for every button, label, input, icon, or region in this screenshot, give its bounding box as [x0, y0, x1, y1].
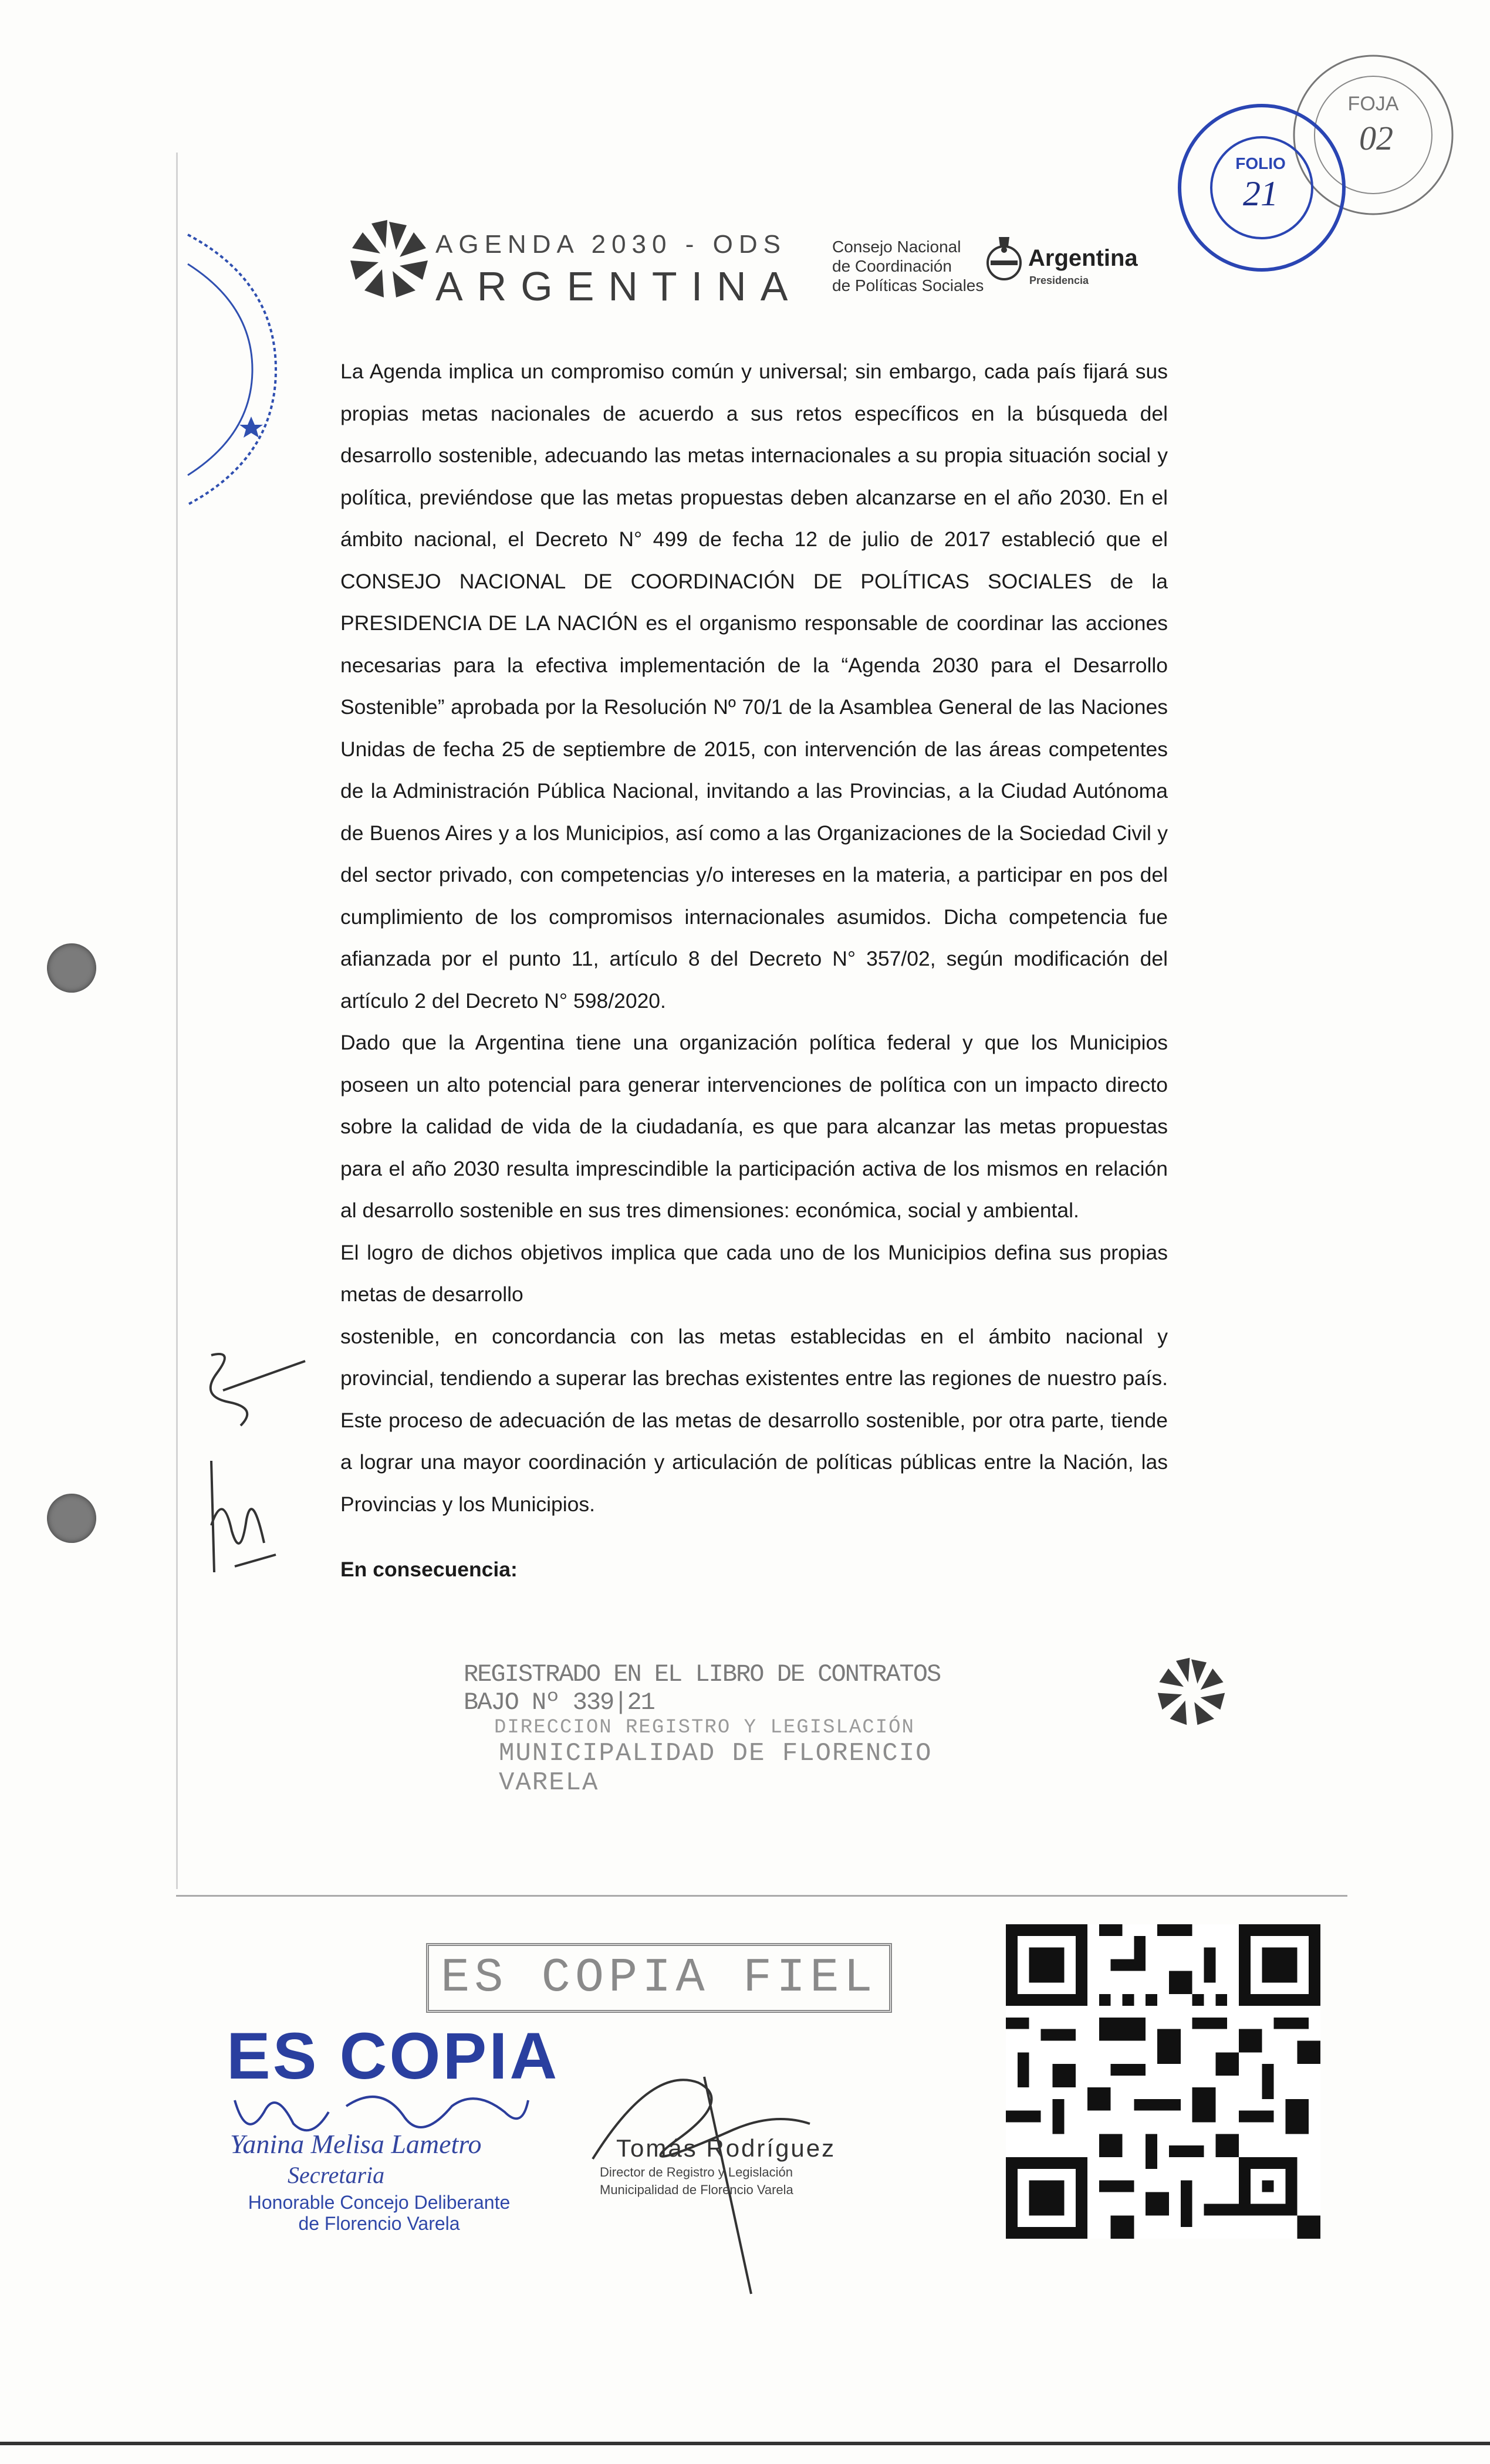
secretaria-name: Yanina Melisa Lametro	[230, 2129, 482, 2159]
registry-line: MUNICIPALIDAD DE FLORENCIO VARELA	[499, 1739, 932, 1798]
document-body	[340, 351, 1168, 1591]
registry-stamp	[464, 1660, 992, 1798]
agenda-2030-logo-icon	[345, 215, 433, 303]
consecuencia-heading: En consecuencia:	[340, 1558, 518, 1581]
agenda-subtitle: AGENDA 2030 - ODS	[435, 230, 786, 259]
consejo-line: Consejo Nacional	[832, 238, 961, 256]
agenda-2030-footer-logo-icon	[1153, 1653, 1229, 1729]
organization-line: Honorable Concejo Deliberante	[248, 2192, 511, 2213]
secretaria-organization	[232, 2192, 526, 2234]
foja-number: 02	[1359, 119, 1393, 157]
presidencia-seal-icon	[985, 233, 1023, 282]
body-paragraph: La Agenda implica un compromiso común y universal; sin embargo, cada país fijará sus propias metas nacionales de acuerdo a sus retos específicos en la búsqueda del desarrollo sostenible, adecuando las metas internacionales a su propia situación social y política, previéndose que las metas propuestas deben alcanzarse en el año 2030. En el ámbito nacional, el Decreto N° 499 de fecha 12 de julio de 2017 estableció que el CONSEJO NACIONAL DE COORDINACIÓN DE POLÍTICAS SOCIALES de la PRESIDENCIA DE LA NACIÓN es el organismo responsable de coordinar las acciones necesarias para la efectiva implementación de la “Agenda 2030 para el Desarrollo Sostenible” aprobada por la Resolución Nº 70/1 de la Asamblea General de las Naciones Unidas de fecha 25 de septiembre de 2015, con intervención de las áreas competentes de la Administración Pública Nacional, invitando a las Provincias, a la Ciudad Autónoma de Buenos Aires y a los Municipios, así como a las Organizaciones de la Sociedad Civil y del sector privado, con competencias y/o intereses en la materia, a participar en pos del cumplimiento de los compromisos internacionales asumidos. Dicha competencia fue afianzada por el punto 11, artículo 8 del Decreto N° 357/02, según modificación del artículo 2 del Decreto N° 598/2020.	[340, 360, 1168, 1013]
body-paragraph: sostenible, en concordancia con las metas establecidas en el ámbito nacional y provincial, tendiendo a superar las brechas existentes entre las regiones de nuestro país. Este proceso de adecuación de las metas de desarrollo sostenible, por otra parte, tiende a lograr una mayor coordinación y articulación de políticas públicas entre la Nación, las Provincias y los Municipios.	[340, 1324, 1168, 1516]
presidencia-sub: Presidencia	[1029, 275, 1089, 286]
handwritten-initial-mark	[194, 1343, 311, 1437]
punch-hole	[47, 1494, 96, 1543]
folio-label: FOLIO	[1235, 154, 1286, 172]
partial-seal-stamp	[176, 223, 293, 516]
handwritten-initial-mark	[200, 1455, 288, 1584]
folio-seal-stamp	[1168, 94, 1356, 282]
consejo-nacional-label	[832, 237, 984, 295]
page-bottom-edge	[0, 2442, 1490, 2445]
folio-number: 21	[1243, 174, 1278, 213]
agenda-title: ARGENTINA	[435, 263, 802, 309]
director-name: Tomás Rodríguez	[616, 2134, 836, 2162]
director-role-line: Municipalidad de Florencio Varela	[600, 2182, 793, 2197]
director-role-line: Director de Registro y Legislación	[600, 2165, 793, 2179]
consejo-line: de Políticas Sociales	[832, 276, 984, 295]
copia-fiel-stamp: ES COPIA FIEL	[426, 1943, 892, 2013]
body-paragraph: Dado que la Argentina tiene una organización política federal y que los Municipios poseen un alto potencial para generar intervenciones de política con un impacto directo sobre la calidad de vida de la ciudadanía, es que para alcanzar las metas propuestas para el año 2030 resulta imprescindible la participación activa de los mismos en relación al desarrollo sostenible en sus tres dimensiones: económica, social y ambiental.	[340, 1031, 1168, 1222]
organization-line: de Florencio Varela	[298, 2213, 460, 2234]
director-role	[600, 2164, 793, 2199]
body-paragraph: El logro de dichos objetivos implica que cada uno de los Municipios defina sus propias metas de desarrollo	[340, 1240, 1168, 1306]
punch-hole	[47, 943, 96, 993]
secretaria-role: Secretaria	[288, 2162, 385, 2188]
es-copia-stamp: ES COPIA	[227, 2019, 560, 2093]
presidencia-name: Argentina	[1028, 245, 1138, 271]
registry-line: REGISTRADO EN EL LIBRO DE CONTRATOS BAJO Nº 339|21	[464, 1660, 941, 1717]
foja-label: FOJA	[1347, 93, 1399, 115]
page-divider	[176, 1895, 1347, 1897]
consejo-line: de Coordinación	[832, 257, 952, 275]
registry-line: DIRECCION REGISTRO Y LEGISLACIÓN	[494, 1717, 915, 1739]
qr-code	[1005, 1924, 1322, 2239]
